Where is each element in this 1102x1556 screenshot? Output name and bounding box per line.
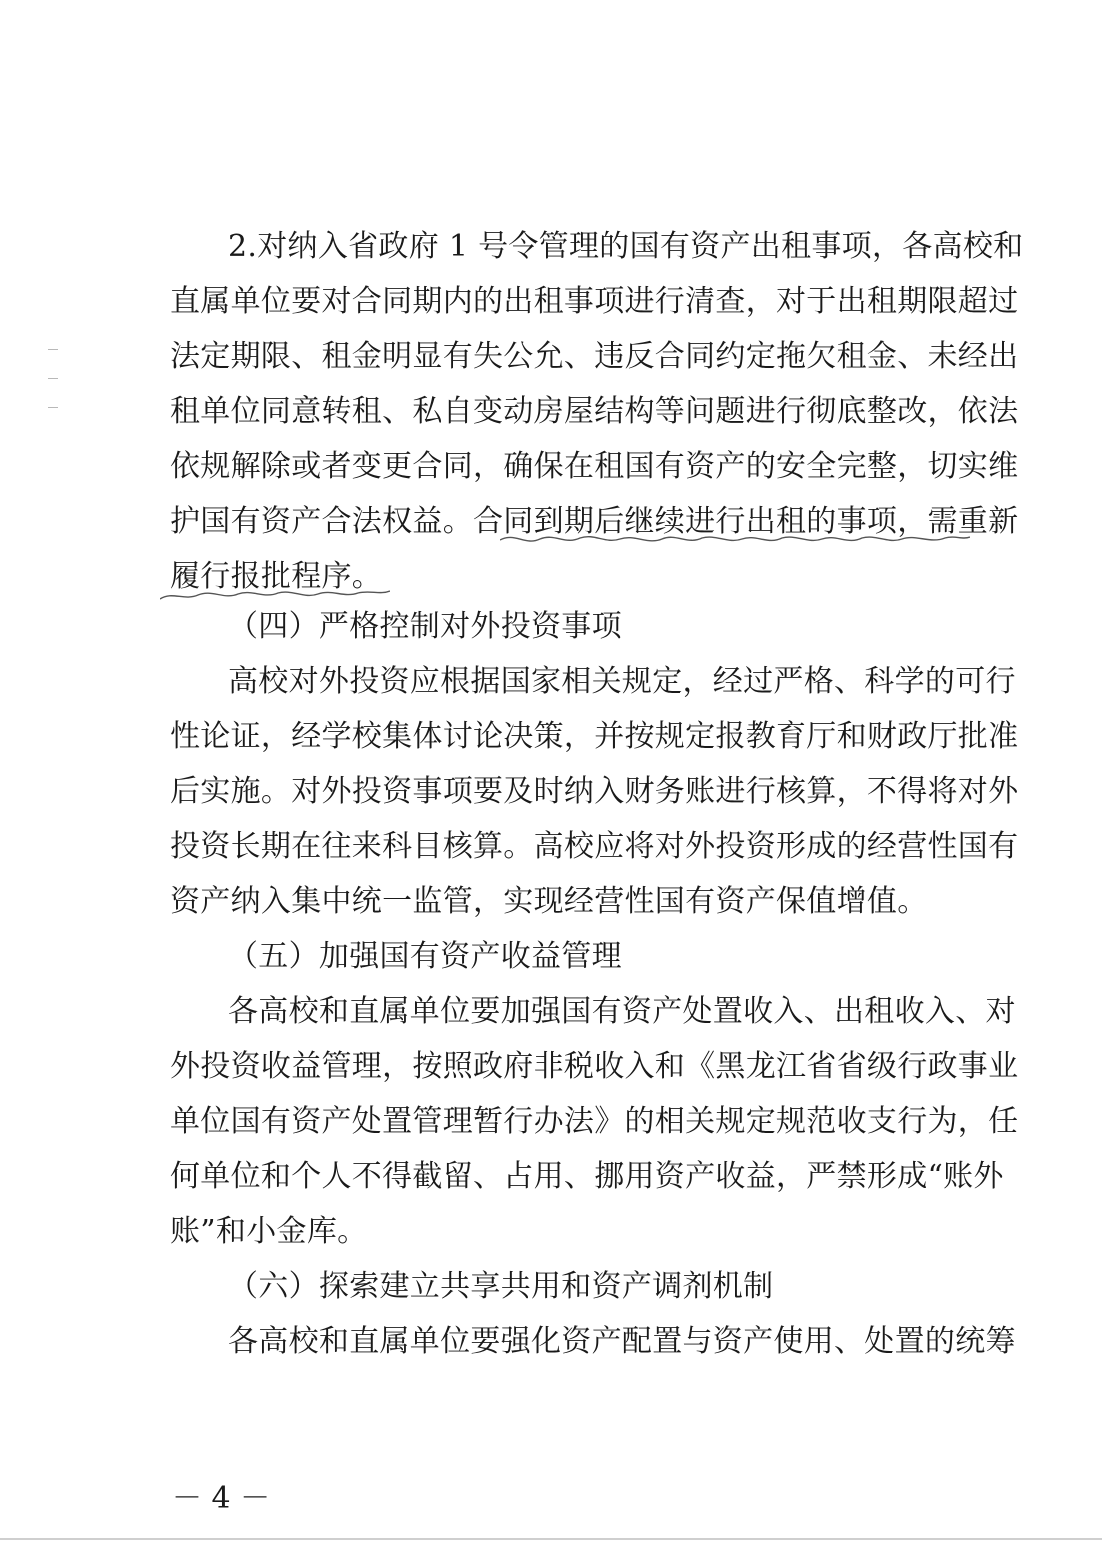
paragraph-line: 护国有资产合法权益。合同到期后继续进行出租的事项，需重新 <box>170 504 1019 539</box>
section-heading: （四）严格控制对外投资事项 <box>228 609 622 644</box>
margin-mark <box>48 349 58 350</box>
paragraph-line: 法定期限、租金明显有失公允、违反合同约定拖欠租金、未经出 <box>170 339 1019 374</box>
page-number: － 4 － <box>172 1481 271 1516</box>
paragraph-line: 依规解除或者变更合同，确保在租国有资产的安全完整，切实维 <box>170 449 1019 484</box>
paragraph-line: 各高校和直属单位要强化资产配置与资产使用、处置的统筹 <box>228 1324 1016 1359</box>
margin-mark <box>48 407 58 408</box>
margin-mark <box>48 378 58 379</box>
paragraph-line: 账”和小金库。 <box>170 1214 368 1249</box>
paragraph-line: 2.对纳入省政府 1 号令管理的国有资产出租事项，各高校和 <box>228 229 1024 264</box>
paragraph-line: 各高校和直属单位要加强国有资产处置收入、出租收入、对 <box>228 994 1016 1029</box>
paragraph-line: 性论证，经学校集体讨论决策，并按规定报教育厅和财政厅批准 <box>170 719 1019 754</box>
section-heading: （六）探索建立共享共用和资产调剂机制 <box>228 1269 774 1304</box>
handwritten-underline <box>500 530 970 550</box>
paragraph-line: 租单位同意转租、私自变动房屋结构等问题进行彻底整改，依法 <box>170 394 1019 429</box>
paragraph-line: 单位国有资产处置管理暂行办法》的相关规定规范收支行为，任 <box>170 1104 1019 1139</box>
paragraph-line: 直属单位要对合同期内的出租事项进行清查，对于出租期限超过 <box>170 284 1019 319</box>
paragraph-line: 资产纳入集中统一监管，实现经营性国有资产保值增值。 <box>170 884 928 919</box>
handwritten-underline <box>160 585 390 605</box>
scan-edge <box>0 1538 1102 1540</box>
section-heading: （五）加强国有资产收益管理 <box>228 939 622 974</box>
paragraph-line: 何单位和个人不得截留、占用、挪用资产收益，严禁形成“账外 <box>170 1159 1004 1194</box>
paragraph-line: 高校对外投资应根据国家相关规定，经过严格、科学的可行 <box>228 664 1016 699</box>
paragraph-line: 外投资收益管理，按照政府非税收入和《黑龙江省省级行政事业 <box>170 1049 1019 1084</box>
paragraph-line: 后实施。对外投资事项要及时纳入财务账进行核算，不得将对外 <box>170 774 1019 809</box>
paragraph-line: 履行报批程序。 <box>170 559 383 594</box>
paragraph-line: 投资长期在往来科目核算。高校应将对外投资形成的经营性国有 <box>170 829 1019 864</box>
